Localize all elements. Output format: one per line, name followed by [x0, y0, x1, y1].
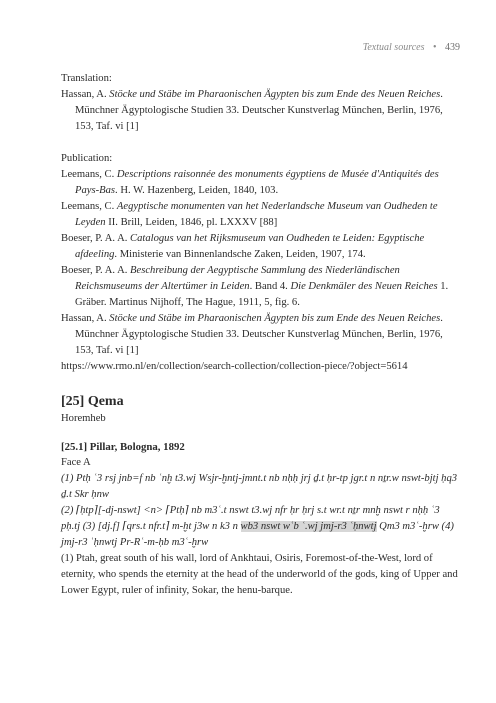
- person-name: Horemheb: [61, 413, 106, 424]
- publication-reference: Hassan, A. Stöcke und Stäbe im Pharaonischen Ägypten bis zum Ende des Neuen Reiches. Münchner Ägyptologische Studien 33. Deutscher Kunstverlag München, Berlin, 1976, 153, Taf. vi [1]: [61, 313, 443, 356]
- header-separator: •: [432, 42, 437, 53]
- subsection-heading: [25.1] Pillar, Bologna, 1892: [61, 441, 185, 453]
- translation-text: (1) Ptah, great south of his wall, lord of Ankhtaui, Osiris, Foremost-of-the-West, lord of eternity, who spends the eternity at the head of the underworld of the gods, king of Upper and Lower Egypt, ruler of infinity, Sokar, the henu-barque.: [61, 553, 458, 596]
- main-text: [61, 71, 458, 599]
- collection-link[interactable]: https://www.rmo.nl/en/collection/search-collection/collection-piece/?object=5614: [61, 361, 408, 372]
- translation-heading: Translation:: [61, 73, 112, 84]
- publication-reference: Boeser, P. A. A. Beschreibung der Aegyptische Sammlung des Niederländischen Reichsmuseums der Altertümer in Leiden. Band 4. Die Denkmäler des Neuen Reiches 1. Gräber. Martinus Nijhoff, The Hague, 1911, 5, fig. 6.: [61, 265, 449, 308]
- face-label: Face A: [61, 457, 91, 468]
- page-number: 439: [445, 42, 460, 53]
- running-header: [363, 42, 460, 53]
- publication-reference: Boeser, P. A. A. Catalogus van het Rijksmuseum van Oudheden te Leiden: Egyptische afdeeling. Ministerie van Binnenlandsche Zaken, Leiden, 1907, 174.: [61, 233, 425, 260]
- publication-reference: Leemans, C. Aegyptische monumenten van het Nederlandsche Museum van Oudheden te Leyden II. Brill, Leiden, 1846, pl. LXXXV [88]: [61, 201, 438, 228]
- translation-reference: Hassan, A. Stöcke und Stäbe im Pharaonischen Ägypten bis zum Ende des Neuen Reiches. Münchner Ägyptologische Studien 33. Deutscher Kunstverlag München, Berlin, 1976, 153, Taf. vi [1]: [61, 89, 443, 132]
- highlighted-title: wb3 nswt wʿb ʿ.wj jmj-r3 ʿḥnwtj: [240, 521, 377, 532]
- publication-heading: Publication:: [61, 153, 113, 164]
- section-heading: [25] Qema: [61, 394, 124, 409]
- running-title: Textual sources: [362, 42, 425, 53]
- transliteration-line-2: (2) ⌈ḥtp⌉[-dj-nswt] <n> ⌈Ptḥ⌉ nb m3ʿ.t nswt t3.wj nfr ḥr ḥrj s.t wr.t nṯr mnḫ nswt r nḥḥ ʿ3 pḥ.tj (3) [dj.f] ⌈qrs.t nfr.t⌉ m-ḫt j3w n k3 n wb3 nswt wʿb ʿ.wj jmj-r3 ʿḥnwtj Qm3 m3ʿ-ḫrw (4) jmj-r3 ʿḥnwtj Pr-Rʿ-m-ḥb m3ʿ-ḫrw: [61, 505, 454, 548]
- transliteration-line-1: (1) Ptḥ ʿ3 rsj jnb=f nb ʿnḫ t3.wj Wsjr-ḫntj-jmnt.t nb nḥḥ jrj ḏ.t ḥr-tp jgr.t n nṯr.w nswt-bjtj ḥq3 ḏ.t Skr ḥnw: [61, 473, 458, 500]
- publication-reference: Leemans, C. Descriptions raisonnée des monuments égyptiens de Musée d'Antiquités des Pays-Bas. H. W. Hazenberg, Leiden, 1840, 103.: [61, 169, 439, 196]
